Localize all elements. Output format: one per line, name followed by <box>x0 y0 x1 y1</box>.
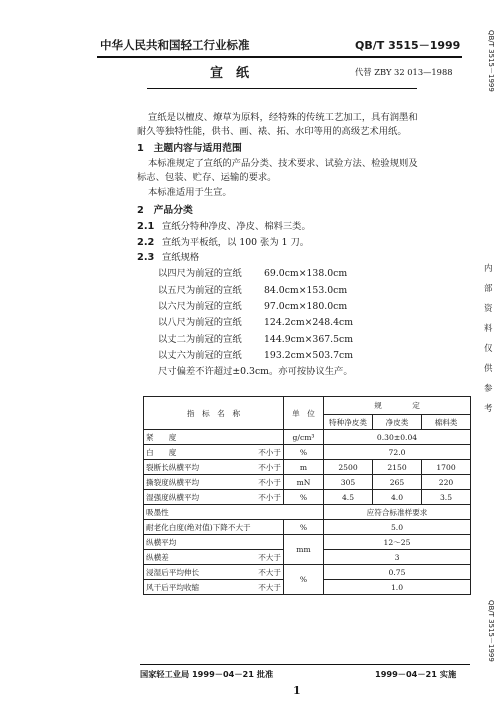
margin-note-char: 供 <box>484 364 493 374</box>
section-1-title: 1 主题内容与适用范围 <box>137 143 242 154</box>
table-row: 湿强度纵横平均 不小于 % 4.5 4.0 3.5 <box>144 490 471 505</box>
section-1-para-1a: 本标准规定了宣纸的产品分类、技术要求、试验方法、检验规则及 <box>148 158 418 169</box>
clause-2-2-text: 宣纸为平板纸，以 100 张为 1 刀。 <box>162 237 310 248</box>
table-row: 纵横平均 mm 12～25 <box>144 535 471 550</box>
header-grade-special: 特种净皮类 <box>324 415 373 430</box>
size-name: 以丈二为前冠的宣纸 <box>158 334 242 345</box>
table-row: 裂断长纵横平均 不小于 m 2500 2150 1700 <box>144 460 471 475</box>
table-row: 纵横差 不大于 3 <box>144 550 471 565</box>
size-name: 以五尺为前冠的宣纸 <box>158 285 242 296</box>
table-row: 白 度 不小于 % 72.0 <box>144 445 471 460</box>
clause-2-2-number: 2.2 <box>137 237 155 248</box>
size-dimension: 84.0cm×153.0cm <box>264 285 348 296</box>
standard-org: 中华人民共和国轻工行业标准 <box>100 38 250 52</box>
size-name: 以四尺为前冠的宣纸 <box>158 268 242 279</box>
header-spec: 规 定 <box>324 397 471 415</box>
doc-title: 宣 纸 <box>210 66 250 81</box>
section-1-para-2: 本标准适用于生宣。 <box>148 187 232 198</box>
clause-2-3-number: 2.3 <box>137 252 155 263</box>
footer-rule <box>140 664 470 665</box>
size-dimension: 124.2cm×248.4cm <box>264 317 354 328</box>
margin-note-char: 考 <box>484 404 493 414</box>
size-dimension: 144.9cm×367.5cm <box>264 334 354 345</box>
size-dimension: 97.0cm×180.0cm <box>264 301 348 312</box>
margin-note-char: 内 <box>484 264 493 274</box>
header-grade-cotton: 棉料类 <box>422 415 471 430</box>
table-row: 撕裂度纵横平均 不小于 mN 305 265 220 <box>144 475 471 490</box>
tolerance-note: 尺寸偏差不许超过±0.3cm。亦可按协议生产。 <box>158 366 353 377</box>
table-row: 风干后平均收缩 不大于 1.0 <box>144 580 471 595</box>
margin-note-char: 资 <box>484 304 493 314</box>
size-dimension: 69.0cm×138.0cm <box>264 268 348 279</box>
margin-note-char: 料 <box>484 324 493 334</box>
intro-line-2: 耐久等独特性能，供书、画、裱、拓、水印等用的高级艺术用纸。 <box>137 126 407 137</box>
table-row: 吸墨性 应符合标准样要求 <box>144 505 471 520</box>
spec-table <box>143 396 471 595</box>
standard-code: QB/T 3515－1999 <box>355 39 461 52</box>
table-row: 浸湿后平均伸长 不大于 % 0.75 <box>144 565 471 580</box>
section-1-para-1b: 标志、包装、贮存、运输的要求。 <box>137 172 277 183</box>
section-2-title: 2 产品分类 <box>137 205 193 216</box>
margin-code-top: QB/T 3515－1999 <box>487 30 495 92</box>
header-rule <box>97 56 462 58</box>
clause-2-1-number: 2.1 <box>137 221 155 232</box>
page-number: 1 <box>293 684 301 697</box>
clause-2-1-text: 宣纸分特种净皮、净皮、棉料三类。 <box>162 221 311 232</box>
margin-note-char: 部 <box>484 284 493 294</box>
header-index-name: 指 标 名 称 <box>144 397 284 430</box>
header-grade-pure: 净皮类 <box>373 415 422 430</box>
size-name: 以六尺为前冠的宣纸 <box>158 301 242 312</box>
table-row: 耐老化白度(绝对值)下降不大于 % 5.0 <box>144 520 471 535</box>
replaces-note: 代替 ZBY 32 013—1988 <box>355 67 453 77</box>
clause-2-3-text: 宣纸规格 <box>162 252 200 263</box>
size-name: 以八尺为前冠的宣纸 <box>158 317 242 328</box>
table-row: 紧 度 g/cm³ 0.30±0.04 <box>144 430 471 445</box>
size-name: 以丈六为前冠的宣纸 <box>158 350 242 361</box>
margin-code-bottom: QB/T 3515－1999 <box>487 600 495 662</box>
size-dimension: 193.2cm×503.7cm <box>264 350 354 361</box>
margin-note-char: 参 <box>484 384 493 394</box>
intro-line-1: 宣纸是以檀皮、燎草为原料，经特殊的传统工艺加工，具有润墨和 <box>148 112 418 123</box>
approved-date: 国家轻工业局 1999－04－21 批准 <box>140 669 274 679</box>
effective-date: 1999－04－21 实施 <box>375 669 457 679</box>
header-unit: 单 位 <box>284 397 324 430</box>
margin-note-char: 仅 <box>484 344 493 354</box>
title-rule <box>147 88 417 89</box>
